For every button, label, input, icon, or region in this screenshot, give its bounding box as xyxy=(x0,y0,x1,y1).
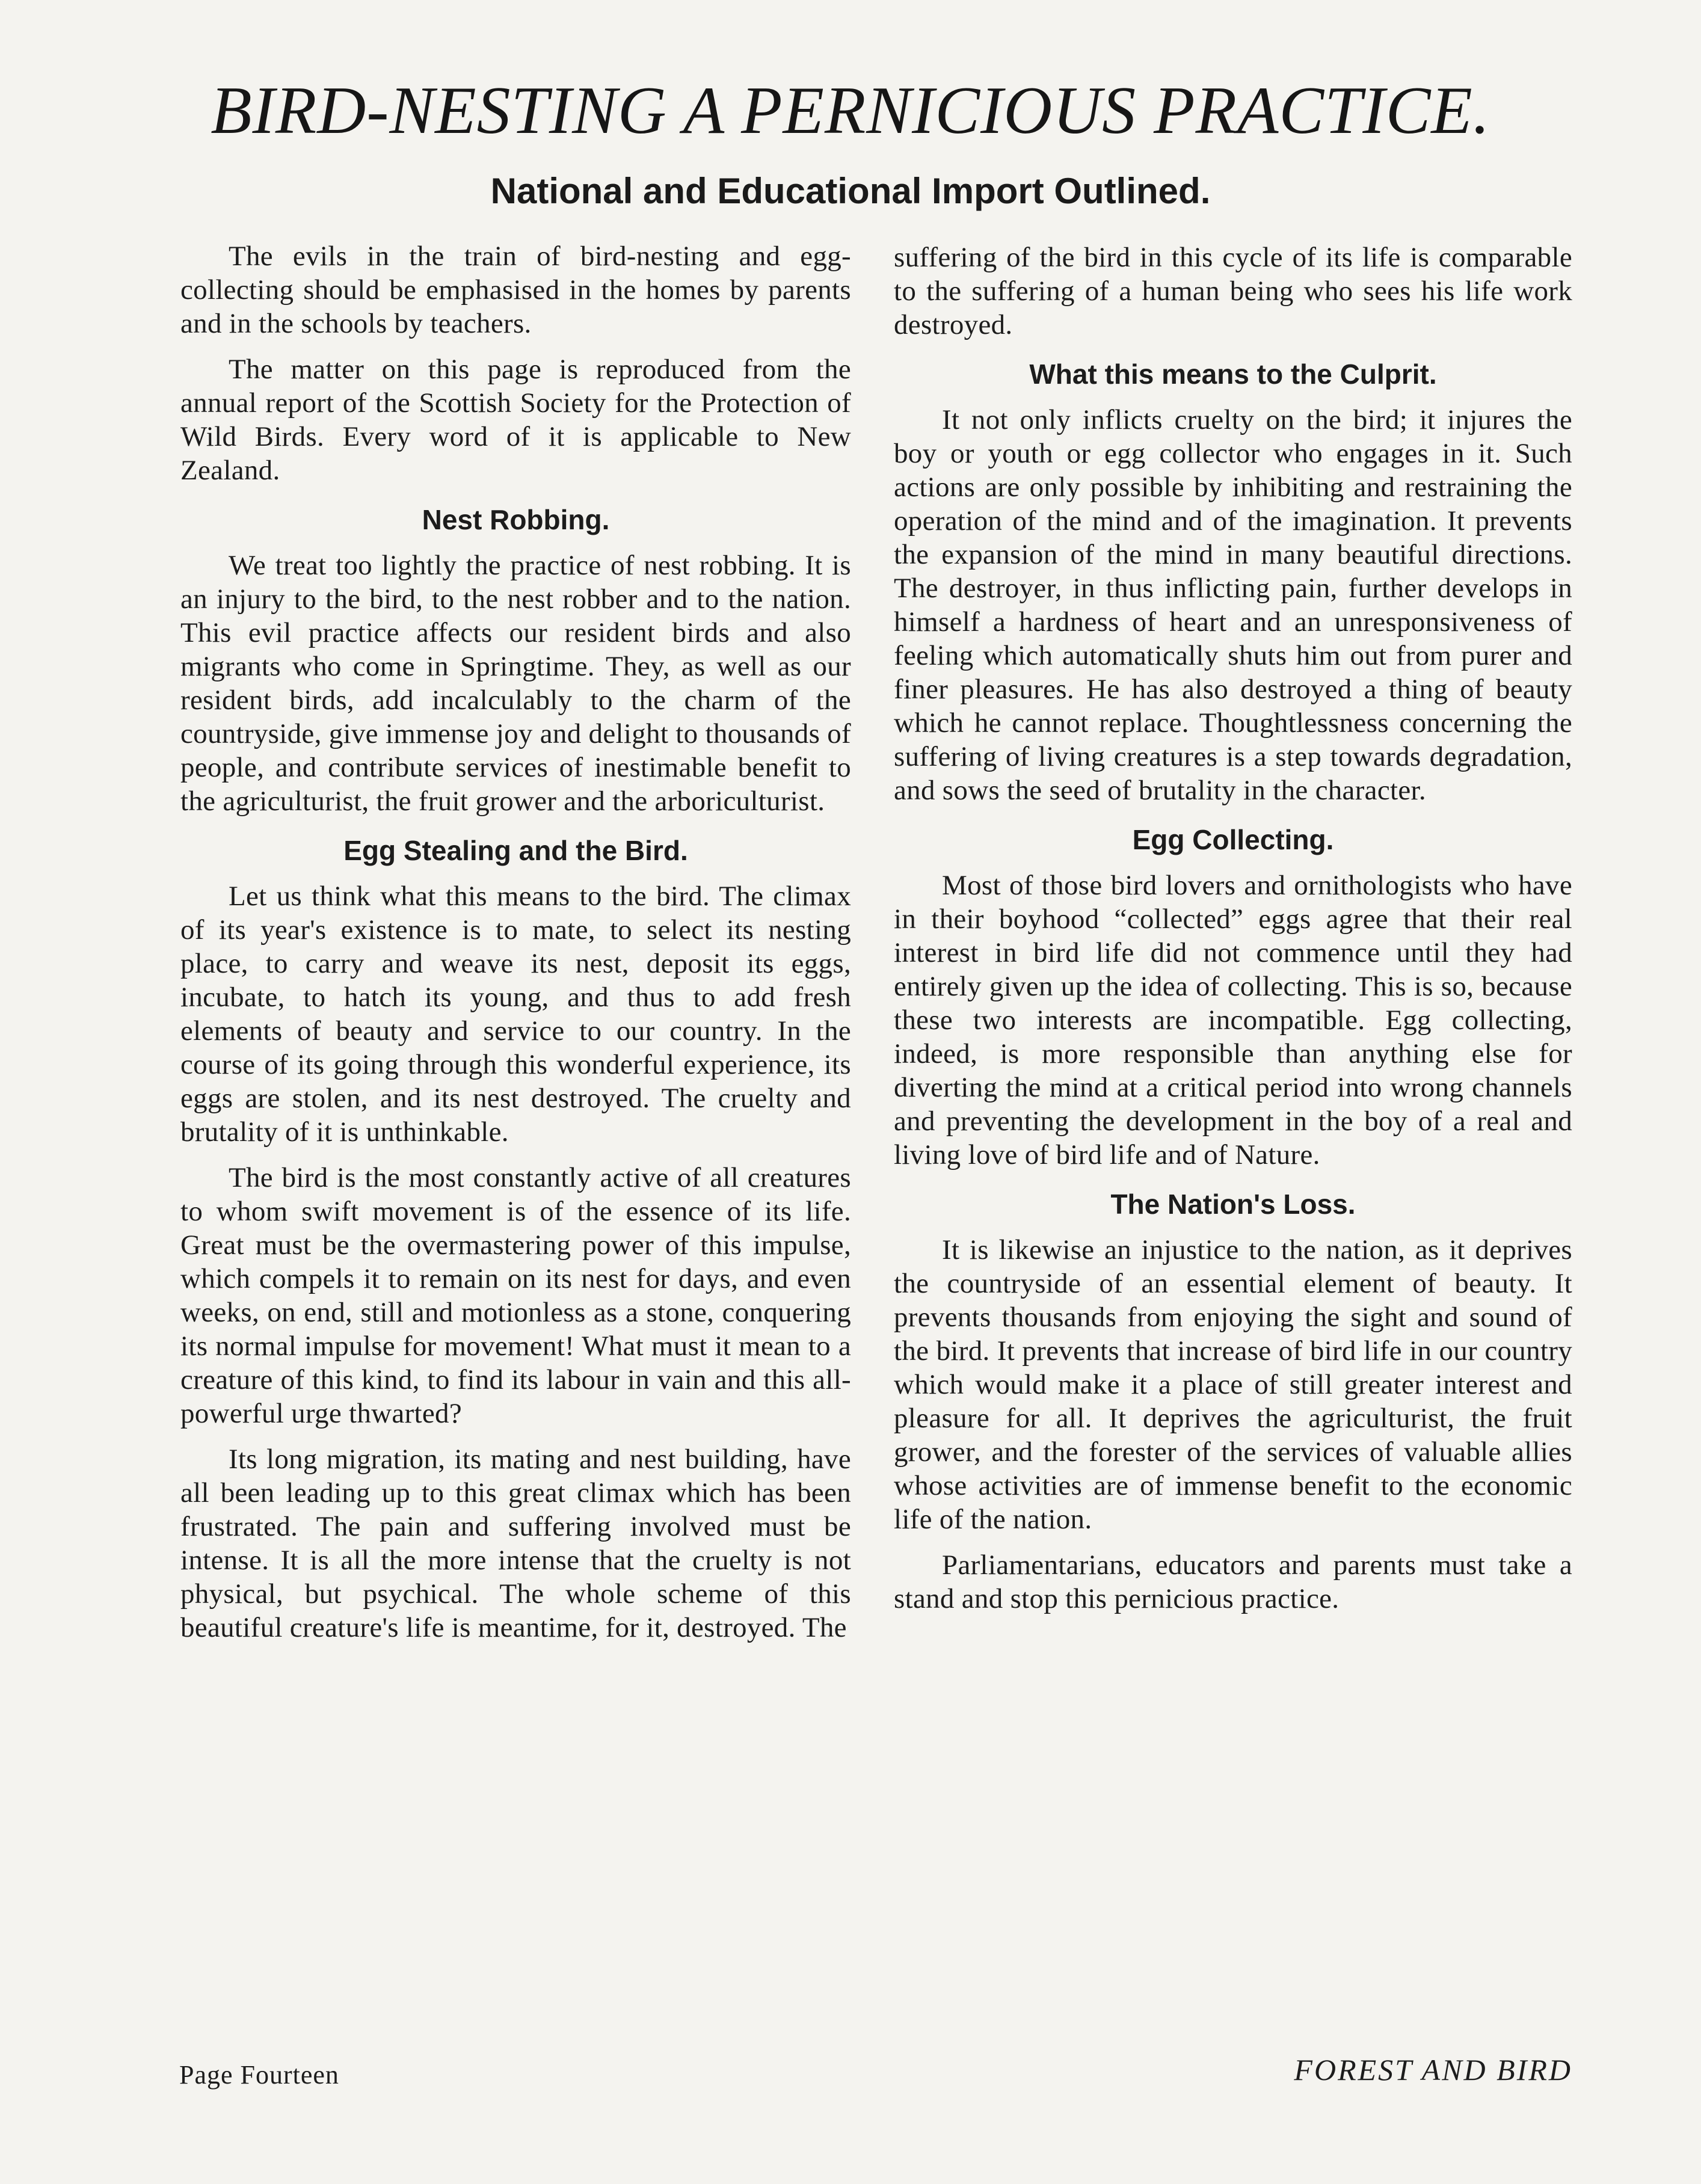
intro-paragraph-1: The evils in the train of bird-nesting and egg-collecting should be emphasised in the homes by parents and in the schools by teachers. xyxy=(180,241,851,339)
nations-loss-heading: The Nation's Loss. xyxy=(1110,1189,1356,1220)
page-number: Page Fourteen xyxy=(179,2060,339,2090)
culprit-paragraph: It not only inflicts cruelty on the bird; it injures the boy or youth or egg collector who engages in it. Such actions are only possible by inhibiting and restraining the operation of the mind and of the imagination. It prevents the expansion of the mind in many beautiful directions. The destroyer, in thus inflicting pain, further develops in himself a hardness of heart and an unresponsiveness of feeling which automatically shuts him out from purer and finer pleasures. He has also destroyed a thing of beauty which he cannot replace. Thoughtlessness concerning the suffering of living creatures is a step towards degradation, and sows the seed of brutality in the character. xyxy=(894,404,1572,806)
nations-loss-paragraph-2: Parliamentarians, educators and parents must take a stand and stop this pernicious practice. xyxy=(894,1549,1572,1614)
right-column xyxy=(894,241,1572,1628)
egg-stealing-paragraph-1: Let us think what this means to the bird. The climax of its year's existence is to mate, to select its nesting place, to carry and weave its nest, deposit its eggs, incubate, to hatch its young, and thus to add fresh elements of beauty and service to our country. In the course of its going through this wonderful experience, its eggs are stolen, and its nest destroyed. The cruelty and brutality of it is unthinkable. xyxy=(180,881,851,1148)
egg-stealing-heading: Egg Stealing and the Bird. xyxy=(343,835,688,866)
egg-stealing-paragraph-3: Its long migration, its mating and nest building, have all been leading up to this great climax which has been frustrated. The pain and suffering involved must be intense. It is all the more intense that the cruelty is not physical, but psychical. The whole scheme of this beautiful creature's life is meantime, for it, destroyed. The xyxy=(180,1444,851,1643)
publication-name: FOREST AND BIRD xyxy=(1294,2053,1572,2087)
egg-collecting-paragraph: Most of those bird lovers and ornithologists who have in their boyhood “collected” eggs agree that their real interest in bird life did not commence until they had entirely given up the idea of collecting. This is so, because these two interests are incompatible. Egg collecting, indeed, is more responsible than anything else for diverting the mind at a critical period into wrong channels and preventing the development in the boy of a real and living love of bird life and of Nature. xyxy=(894,870,1572,1170)
nest-robbing-paragraph: We treat too lightly the practice of nest robbing. It is an injury to the bird, to the nest robber and to the nation. This evil practice affects our resident birds and also migrants who come in Springtime. They, as well as our resident birds, add incalculably to the charm of the countryside, give immense joy and delight to thousands of people, and contribute services of inestimable benefit to the agriculturist, the fruit grower and the arboriculturist. xyxy=(180,550,851,817)
article-title: BIRD-NESTING A PERNICIOUS PRACTICE. xyxy=(211,73,1490,148)
nest-robbing-heading: Nest Robbing. xyxy=(422,504,610,535)
continuation-paragraph: suffering of the bird in this cycle of its life is comparable to the suffering of a human being who sees his life work destroyed. xyxy=(894,242,1572,340)
left-column xyxy=(180,239,851,1656)
intro-paragraph-2: The matter on this page is reproduced from the annual report of the Scottish Society for the Protection of Wild Birds. Every word of it is applicable to New Zealand. xyxy=(180,354,851,486)
article-subtitle: National and Educational Import Outlined. xyxy=(490,171,1211,211)
nations-loss-paragraph-1: It is likewise an injustice to the nation, as it deprives the countryside of an essential element of beauty. It prevents thousands from enjoying the sight and sound of the bird. It prevents that increase of bird life in our country which would make it a place of still greater interest and pleasure for all. It deprives the agriculturist, the fruit grower, and the forester of the services of valuable allies whose activities are of immense benefit to the economic life of the nation. xyxy=(894,1234,1572,1535)
egg-collecting-heading: Egg Collecting. xyxy=(1132,824,1334,855)
egg-stealing-paragraph-2: The bird is the most constantly active of all creatures to whom swift movement is of the essence of its life. Great must be the overmastering power of this impulse, which compels it to remain on its nest for days, and even weeks, on end, still and motionless as a stone, conquering its normal impulse for movement! What must it mean to a creature of this kind, to find its labour in vain and this all-powerful urge thwarted? xyxy=(180,1162,851,1429)
culprit-heading: What this means to the Culprit. xyxy=(1029,358,1437,390)
